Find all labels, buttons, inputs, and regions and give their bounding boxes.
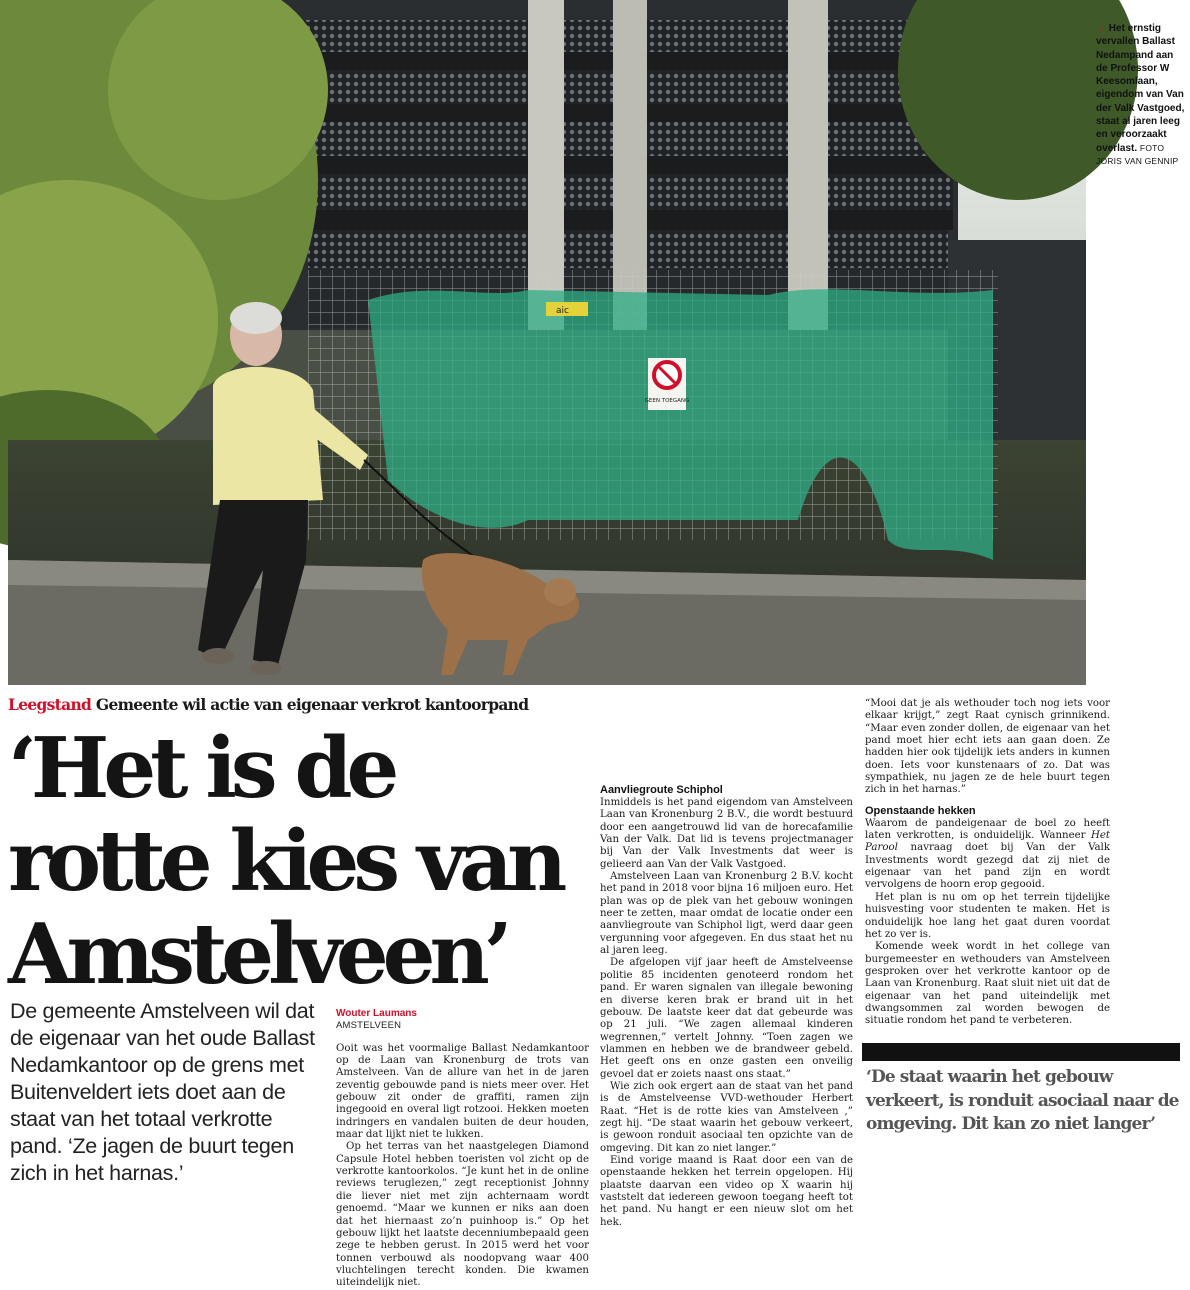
news-photo [8, 0, 1086, 685]
body-column-1 [336, 1008, 589, 1290]
body-paragraph: De afgelopen vijf jaar heeft de Amstelveense politie 85 incidenten genoteerd rondom het pand. Er waren signalen van illegale bewoning en diverse keren brak er brand uit in het gebouw. De laatste keer dat dat gebeurde was op 21 juli. “We zagen allemaal kinderen wegrennen,” vertelt Johnny. “Toen zagen we vlammen en hebben we de brandweer gebeld. Het geeft ons en onze gasten een onveilig gevoel dat er zoiets naast ons staat.” [600, 957, 853, 1080]
text-run: Waarom de pandeigenaar de boel zo heeft laten verkrotten, is onduidelijk. Wanneer [865, 817, 1110, 842]
caption-text: Het ernstig vervallen Ballast Nedampand aan de Professor W Keesomlaan, eigendom van Van der Valk Vastgoed, staat al jaren leeg en veroorzaakt overlast. [1096, 23, 1185, 154]
headline-line-3: Amstelveen’ [8, 905, 507, 1003]
byline-name: Wouter Laumans [336, 1008, 417, 1019]
kicker-label: Leegstand [8, 695, 92, 714]
body-paragraph: Eind vorige maand is Raat door een van de openstaande hekken het terrein opgelopen. Hij plaatste daarvan een video op X waarin hij vaststelt dat iedereen gewoon toegang heeft tot het pand. Nu hangt er een nieuw slot om het hek. [600, 1154, 853, 1228]
photo-credit: FOTO JORIS VAN GENNIP [1096, 142, 1179, 166]
kicker-text: Gemeente wil actie van eigenaar verkrot kantoorpand [95, 695, 529, 714]
arrow-right-icon: → [1096, 23, 1106, 34]
quote-bar [862, 1043, 1180, 1061]
body-column-3 [865, 698, 1110, 1028]
no-entry-sign [645, 358, 690, 410]
body-paragraph: Het plan is nu om op het terrein tijdelijke huisvesting voor studenten te maken. Het is onduidelijk hoe lang het gaat duren voordat het zo ver is. [865, 891, 1110, 940]
sign-text: GEEN TOEGANG [644, 398, 690, 404]
body-paragraph: Komende week wordt in het college van burgemeester en wethouders van Amstelveen gesproken over het verkrotte kantoor op de Laan van Kronenburg. Raat sluit niet uit dat de eigenaar van het pand uiteindelijk met dwangsommen zal worden bewogen de situatie rondom het pand te verbeteren. [865, 941, 1110, 1027]
text-run: navraag doet bij Van der Valk Investments wordt gezegd dat zij niet de eigenaar van het pand zijn en wordt vervolgens de hoorn erop gegooid. [865, 842, 1110, 891]
subheading-openstaande-hekken: Openstaande hekken [865, 804, 976, 817]
body-paragraph: Wie zich ook ergert aan de staat van het pand is de Amstelveense VVD-wethouder Herbert Raat. “Het is de rotte kies van Amstelveen ,” zegt hij. “De staat waarin het gebouw verkeert, is gewoon ronduit asociaal ten opzichte van de omgeving. Dit kan zo niet langer.” [600, 1080, 853, 1154]
body-paragraph-parool [865, 818, 1110, 892]
body-paragraph: “Mooi dat je als wethouder toch nog iets voor elkaar krijgt,” zegt Raat cynisch grinnikend. “Maar even zonder dollen, de eigenaar van het pand moet hier echt iets aan gaan doen. Ze hadden hier ook tijdelijk iets anders in kunnen doen. Iets voor kunstenaars of zo. Dat was sympathiek, nu jagen ze de hele buurt tegen zich in het harnas.” [865, 698, 1110, 796]
headline-line-1: ‘Het is de [8, 719, 394, 817]
publication-name: Het Parool [865, 830, 1110, 854]
intro-lede: De gemeente Amstelveen wil dat de eigenaar van het oude Ballast Nedamkantoor op de grens met Buitenveldert iets doet aan de staat van het totaal verkrotte pand. ‘Ze jagen de buurt tegen zich in het harnas.’ [10, 999, 315, 1185]
body-paragraph: Ooit was het voormalige Ballast Nedamkantoor op de Laan van Kronenburg de trots van Amstelveen. Van de allure van het in de jaren zeventig gebouwde pand is niets meer over. Het gebouw zit onder de graffiti, ramen zijn ingegooid en overal ligt rotzooi. Hekken moeten indringers en vandalen buiten de deur houden, maar dat lijkt niet te lukken. [336, 1042, 589, 1141]
fence-label: aic [556, 306, 569, 316]
green-net [368, 289, 993, 560]
body-paragraph: Op het terras van het naastgelegen Diamond Capsule Hotel hebben toeristen vol zicht op de verkrotte kantoorkolos. “Je kunt het in de online reviews teruglezen,” zegt receptionist Johnny die liever niet met zijn achternaam wordt genoemd. “Maar we kunnen er niks aan doen dat het hiernaast zo’n puinhoop is.” Op het gebouw lijkt het laatste decenniumbepaald geen zege te hebben gerust. In 2015 werd het voor tonnen verbouwd als noodopvang waar 400 vluchtelingen terecht konden. Die kwamen uiteindelijk niet. [336, 1141, 589, 1289]
body-paragraph: Amstelveen Laan van Kronenburg 2 B.V. kocht het pand in 2018 voor bijna 16 miljoen euro. Het plan was op de plek van het gebouw woningen neer te zetten, maar omdat de locatie onder een aanvliegroute van Schiphol ligt, werd daar geen vergunning voor afgegeven. En dus staat het nu al jaren leeg. [600, 871, 853, 957]
byline-place: AMSTELVEEN [336, 1020, 402, 1032]
pull-quote: ‘De staat waarin het gebouw verkeert, is ronduit asociaal naar de omgeving. Dit kan zo niet langer’ [866, 1067, 1179, 1134]
body-paragraph: Inmiddels is het pand eigendom van Amstelveen Laan van Kronenburg 2 B.V., die wordt bestuurd door een aangetrouwd lid van de horecafamilie Van der Valk. Dat lid is tevens projectmanager bij Van der Valk Investments dat weer is gelieerd aan Van der Valk Vastgoed. [600, 797, 853, 870]
headline [8, 719, 598, 1003]
body-column-2 [600, 698, 853, 1229]
kicker [8, 695, 598, 714]
headline-line-2: rotte kies van [8, 812, 562, 910]
subheading-aanvliegroute: Aanvliegroute Schiphol [600, 784, 723, 796]
photo-caption [1096, 22, 1186, 168]
